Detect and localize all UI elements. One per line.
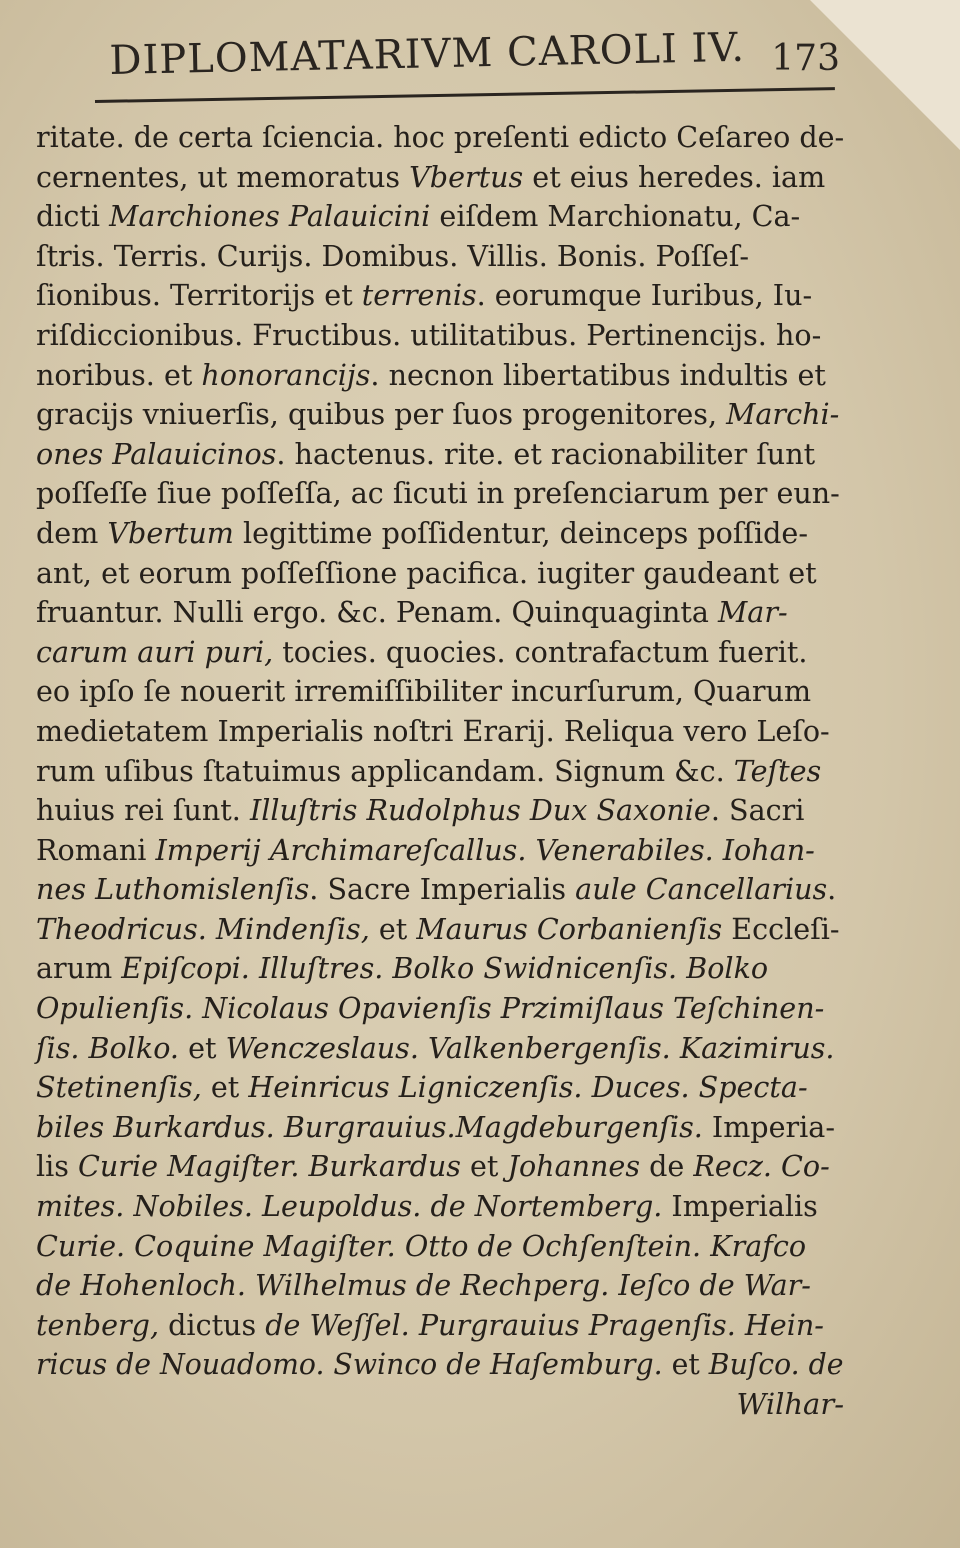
roman-text: dem [36,515,108,550]
roman-text: tocies. quocies. contrafactum fuerit. [273,634,808,669]
text-line [36,435,844,475]
text-line [36,791,844,831]
text-line [36,949,844,989]
roman-text: Imperia- [702,1109,835,1144]
italic-text: Stetinenſis, [36,1070,202,1105]
text-line [36,1345,844,1385]
italic-text: honorancijs [201,357,371,392]
text-line [36,1029,844,1069]
italic-text: ones Palauicinos [36,436,277,471]
italic-text: de Weſſel. Purgrauius Pragenſis. Hein- [265,1307,824,1342]
roman-text: . necnon libertatibus indultis et [370,357,826,392]
text-line [36,870,844,910]
text-line [36,593,844,633]
italic-text: aule Cancellarius [575,872,828,907]
roman-text: legittime poſſidentur, deinceps poſſide- [233,515,808,550]
roman-text: . hactenus. rite. et racionabiliter ſunt [276,436,816,471]
italic-text: Heinricus Ligniczenſis. Duces. Specta- [248,1070,808,1105]
italic-text: ſis. Bolko. [36,1030,180,1065]
roman-text: ſionibus. Territorijs et [36,278,362,313]
italic-text: Maurus Corbanienſis [416,911,723,946]
roman-text: lis [36,1149,79,1184]
roman-text: ant, et eorum poſſeſſione pacifica. iugiter gaudeant et [36,555,817,590]
body-text [36,118,856,1425]
italic-text: Buſco. de [708,1347,844,1382]
roman-text: et [460,1149,508,1184]
italic-text: Vbertum [107,515,234,550]
roman-text: ritate. de certa ſciencia. hoc preſenti edicto Ceſareo de- [36,120,845,154]
roman-text: Romani [36,832,156,867]
roman-text: huius rei ſunt. [36,793,250,828]
text-line [36,712,844,752]
roman-text: riſdiccionibus. Fructibus. utilitatibus. Pertinencijs. ho- [36,317,822,352]
italic-text: carum auri puri, [36,634,274,669]
text-line [36,1306,844,1346]
text-line [36,1187,844,1227]
italic-text: terrenis [361,278,477,313]
roman-text: eo ipſo ſe nouerit irremiſſibiliter incurſurum, Quarum [36,674,812,709]
roman-text: rum uſibus ſtatuimus applicandam. Signum &c. [36,753,734,788]
italic-text: Mar- [718,595,788,630]
text-line [36,356,844,396]
roman-text: . Sacri [710,793,805,828]
text-line [36,276,844,316]
running-title: DIPLOMATARIVM CAROLI IV. [109,24,746,84]
italic-text: Wenczeslaus. Valkenbergenſis. Kazimirus. [225,1030,835,1065]
text-line [36,752,844,792]
roman-text: medietatem Imperialis noſtri Erarij. Reliqua vero Leſo- [36,713,830,748]
italic-text: mites. Nobiles. Leupoldus. de Nortemberg. [36,1189,663,1224]
text-line [36,831,844,871]
text-line [36,1068,844,1108]
text-line [36,1147,844,1187]
roman-text: eiſdem Marchionatu, Ca- [430,199,801,234]
text-line [36,633,844,673]
italic-text: tenberg, [36,1307,160,1342]
roman-text: de [640,1149,694,1184]
roman-text: . eorumque Iuribus, Iu- [476,278,813,313]
text-line [36,1227,844,1267]
roman-text: et [369,911,417,946]
text-line [36,474,844,514]
roman-text: et eius heredes. iam [523,159,826,194]
text-line [36,1108,844,1148]
roman-text: dictus [159,1307,266,1342]
roman-text: arum [36,951,122,986]
roman-text: ſtris. Terris. Curijs. Domibus. Villis. Bonis. Poſſeſ- [36,238,750,273]
text-line [36,158,844,198]
italic-text: Marchiones Palauicini [109,199,431,234]
italic-text: Curie Magiſter. Burkardus [78,1149,461,1184]
roman-text: Eccleſi- [722,911,840,946]
text-line [36,554,844,594]
italic-text: Illuſtris Rudolphus Dux Saxonie [249,793,711,828]
italic-text: Recz. Co- [693,1149,830,1184]
roman-text: . Sacre Imperialis [309,872,576,907]
roman-text: gracijs vniuerſis, quibus per ſuos progenitores, [36,397,727,432]
roman-text: noribus. et [36,357,202,392]
text-line [36,989,844,1029]
text-line [36,910,844,950]
text-line [36,197,844,237]
roman-text: dicti [36,199,110,234]
text-line [36,395,844,435]
roman-text: Imperialis [662,1189,818,1224]
italic-text: Vbertus [409,159,524,194]
italic-text: Epiſcopi. Illuſtres. Bolko Swidnicenſis. Bolko [121,951,769,986]
italic-text: Wilhar- [736,1387,844,1421]
text-line [36,118,843,158]
italic-text: nes Luthomislenſis [36,872,310,907]
text-line [36,1385,856,1425]
italic-text: Opulienſis. Nicolaus Opavienſis Przimiſlaus Teſchinen- [36,991,825,1026]
italic-text: Theodricus. Mindenſis, [36,911,370,946]
roman-text: et [662,1347,709,1382]
italic-text: de Hohenloch. Wilhelmus de Rechperg. Ieſco de War- [36,1268,811,1303]
italic-text: Johannes [507,1149,641,1184]
roman-text: poſſeſſe ſiue poſſeſſa, ac ſicuti in preſenciarum per eun- [36,476,840,511]
text-line [36,316,844,356]
page-number: 173 [771,38,840,79]
text-line [36,1266,844,1306]
italic-text: Curie. Coquine Magiſter. Otto de Ochſenſtein. Krafco [36,1228,807,1263]
text-line [36,672,844,712]
roman-text: . [827,872,837,907]
text-line [36,514,844,554]
roman-text: cernentes, ut memoratus [36,159,410,194]
italic-text: biles Burkardus. Burgrauius.Magdeburgenſis. [36,1109,703,1144]
italic-text: Marchi- [726,397,840,432]
roman-text: et [179,1030,226,1065]
italic-text: Teſtes [733,753,822,788]
text-line [36,237,844,277]
italic-text: ricus de Nouadomo. Swinco de Haſemburg. [36,1347,663,1382]
roman-text: et [201,1070,249,1105]
roman-text: fruantur. Nulli ergo. &c. Penam. Quinquaginta [36,595,719,630]
italic-text: Imperij Archimareſcallus. Venerabiles. Iohan- [155,832,815,867]
